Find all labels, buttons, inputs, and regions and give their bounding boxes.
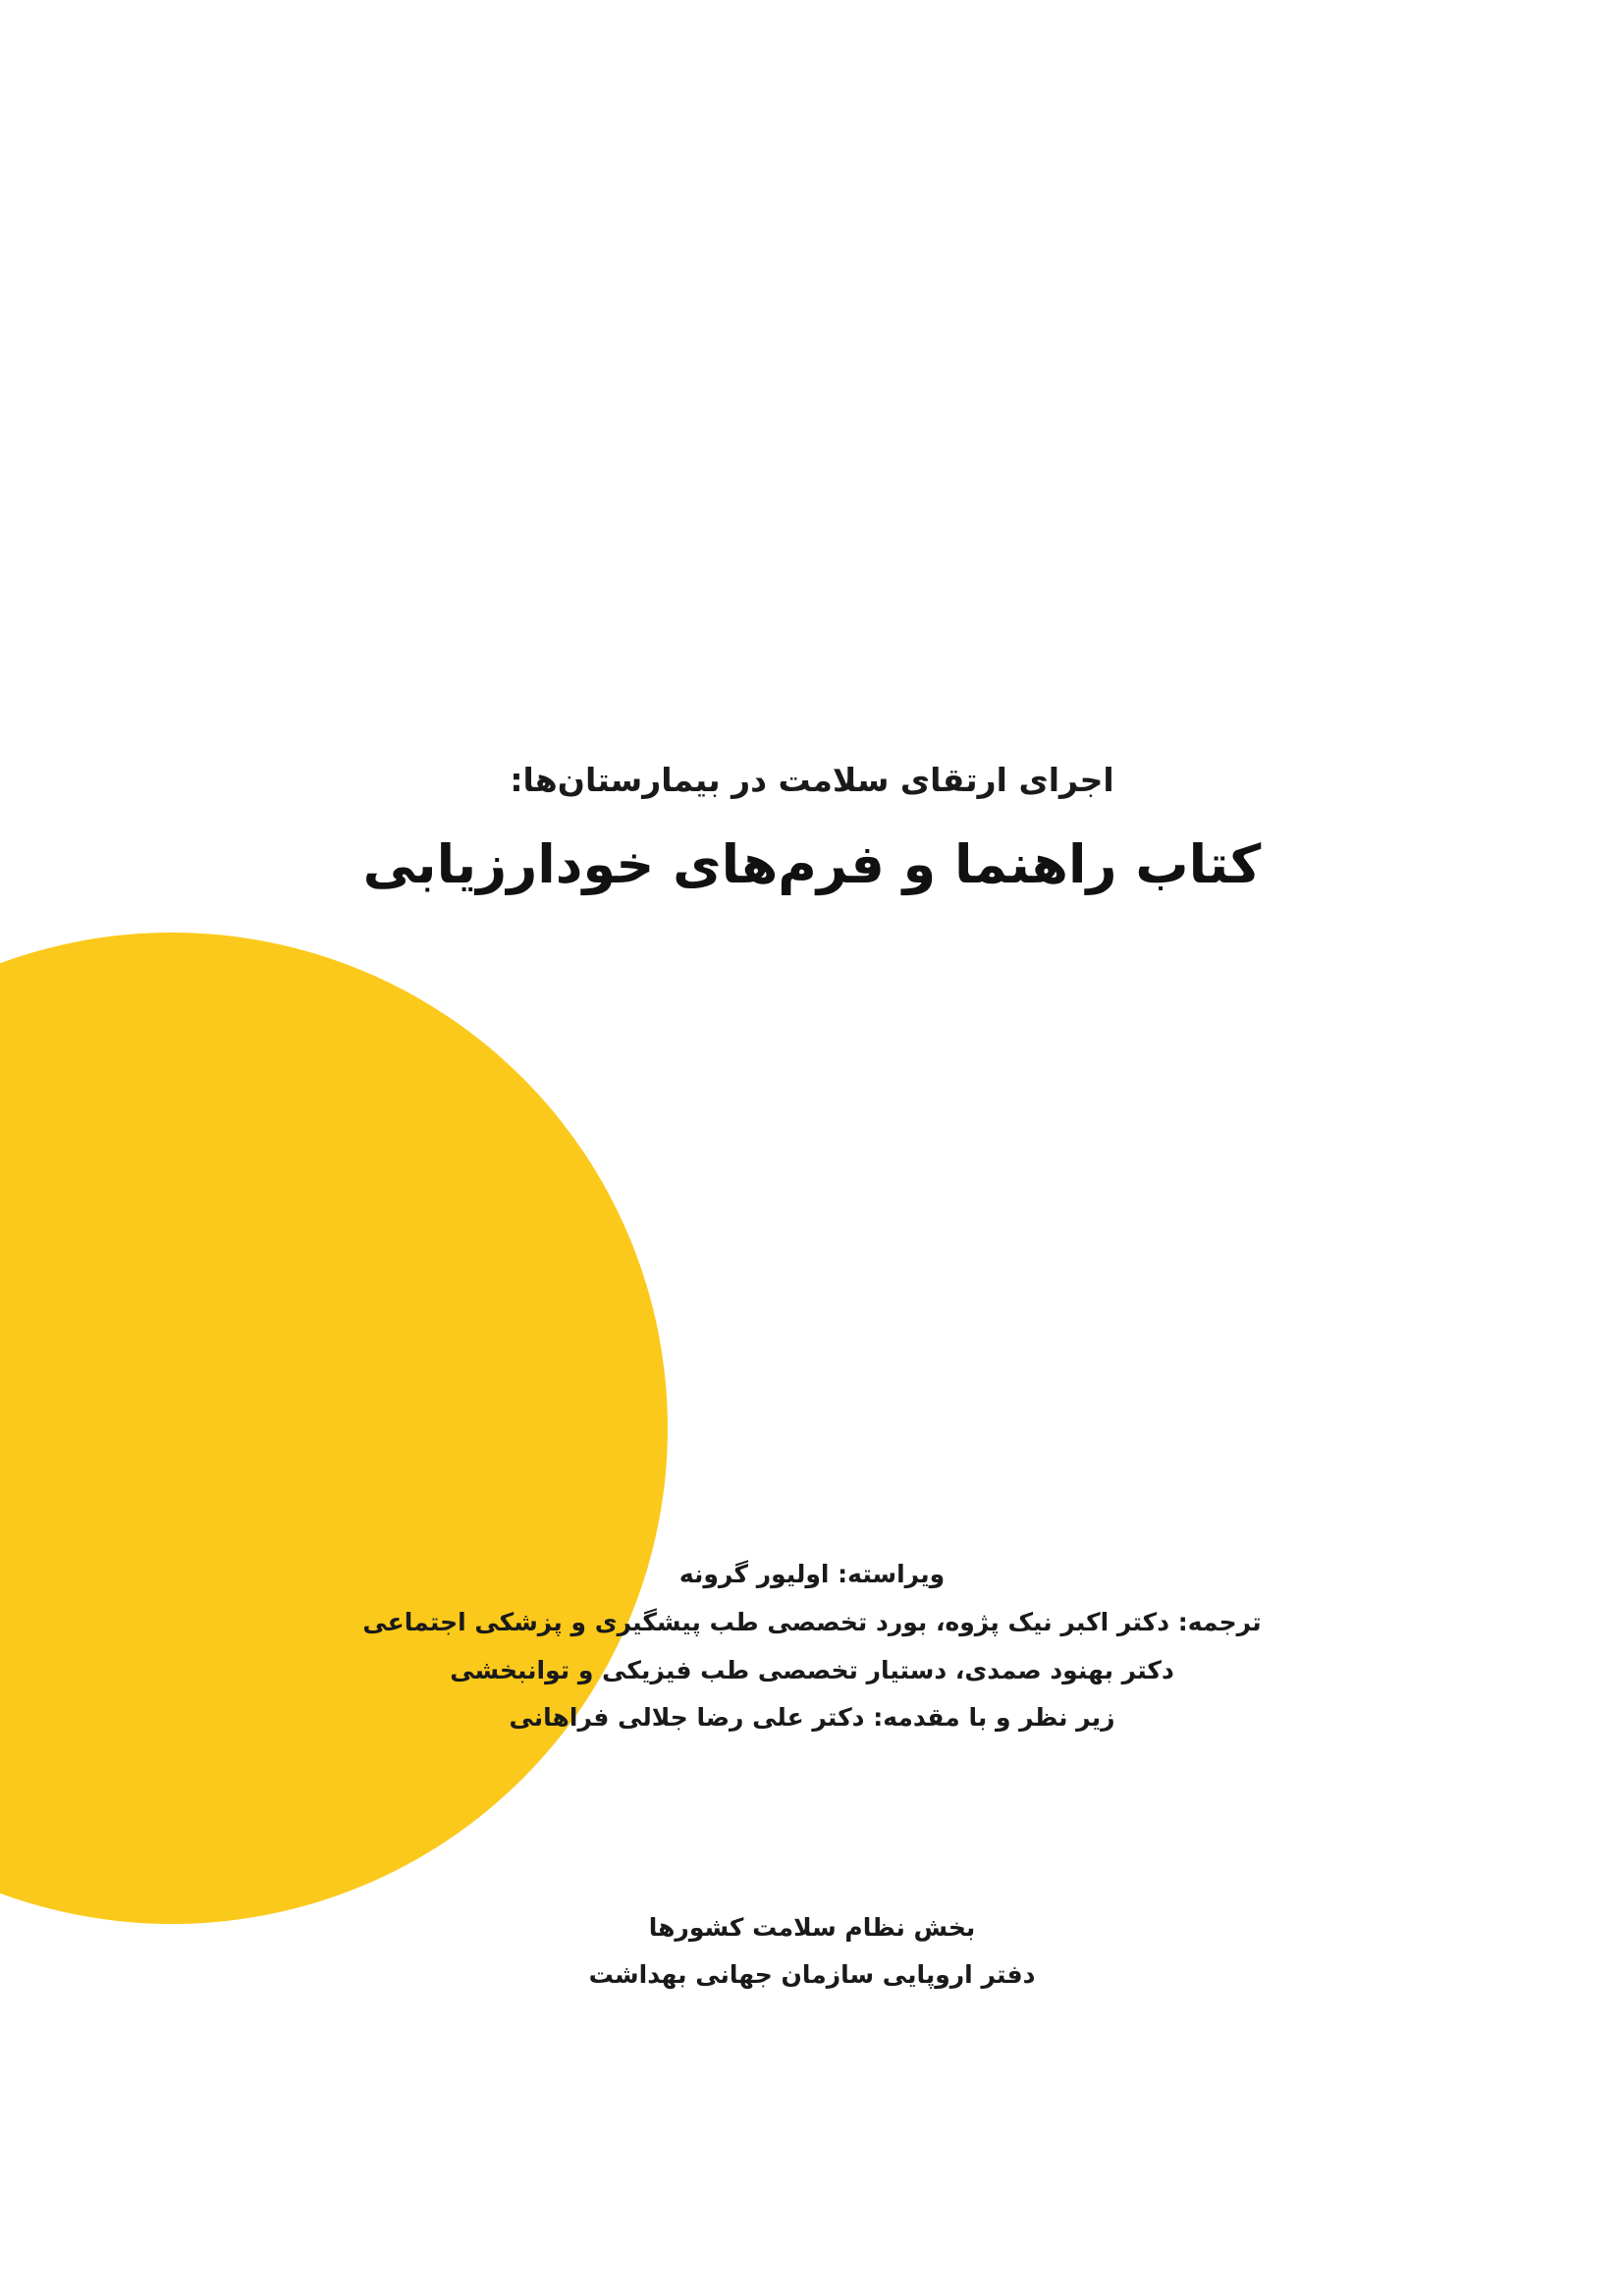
cover-title: کتاب راهنما و فرم‌های خودارزیابی — [362, 832, 1262, 895]
title-block — [0, 756, 1624, 903]
publisher-block — [0, 1904, 1624, 1998]
credit-supervisor: زیر نظر و با مقدمه: دکتر علی رضا جلالی فراهانی — [509, 1703, 1115, 1733]
publisher-division: بخش نظام سلامت کشورها — [648, 1913, 976, 1942]
credit-editor: ویراسته: اولیور گرونه — [678, 1560, 946, 1588]
credits-block — [0, 1551, 1624, 1742]
publisher-organization: دفتر اروپایی سازمان جهانی بهداشت — [588, 1959, 1036, 1989]
credit-translator-1: ترجمه: دکتر اکبر نیک پژوه، بورد تخصصی طب پیشگیری و پزشکی اجتماعی — [362, 1607, 1262, 1636]
credit-translator-2: دکتر بهنود صمدی، دستیار تخصصی طب فیزیکی و توانبخشی — [450, 1655, 1174, 1684]
cover-subtitle: اجرای ارتقای سلامت در بیمارستان‌ها: — [510, 761, 1114, 799]
